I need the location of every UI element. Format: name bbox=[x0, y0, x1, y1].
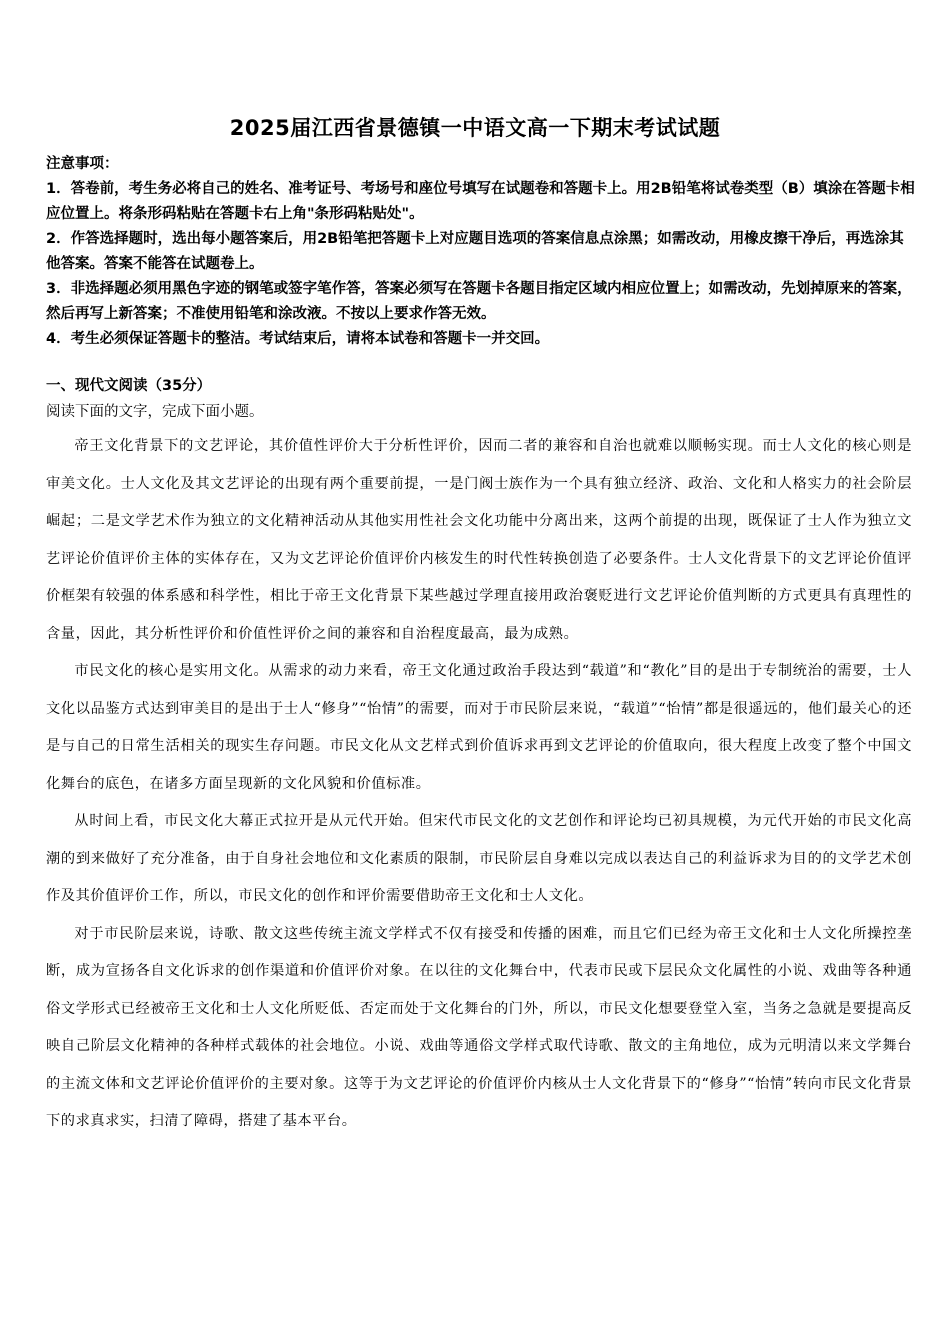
page-title: 2025届江西省景德镇一中语文高一下期末考试试题 bbox=[229, 116, 721, 140]
passage-paragraph-4: 对于市民阶层来说，诗歌、散文这些传统主流文学样式不仅有接受和传播的困难，而且它们已经为帝王文化和士人文化所操控垄断，成为宣扬各自文化诉求的创作渠道和价值评价对象。在以往的文化舞台中，代表市民或下层民众文化属性的小说、戏曲等各种通俗文学形式已经被帝王文化和士人文化所贬低、否定而处于文化舞台的门外，所以，市民文化想要登堂入室，当务之急就是要提高反映自己阶层文化精神的各种样式载体的社会地位。小说、戏曲等通俗文学样式取代诗歌、散文的主角地位，成为元明清以来文学舞台的主流文体和文艺评论价值评价的主要对象。这等于为文艺评论的价值评价内核从士人文化背景下的“修身”“怡情”转向市民文化背景下的求真求实，扫清了障碍，搭建了基本平台。 bbox=[46, 925, 912, 1129]
reading-instruction: 阅读下面的文字，完成下面小题。 bbox=[46, 404, 264, 420]
notice-item-1: 1．答卷前，考生务必将自己的姓名、准考证号、考场号和座位号填写在试题卷和答题卡上。用2B铅笔将试卷类型（B）填涂在答题卡相应位置上。将条形码粘贴在答题卡右上角"条形码粘贴处"。 bbox=[46, 181, 915, 222]
notice-heading: 注意事项： bbox=[46, 156, 119, 172]
notice-item-2: 2．作答选择题时，选出每小题答案后，用2B铅笔把答题卡上对应题目选项的答案信息点涂黑；如需改动，用橡皮擦干净后，再选涂其他答案。答案不能答在试题卷上。 bbox=[46, 231, 904, 272]
passage-paragraph-2: 市民文化的核心是实用文化。从需求的动力来看，帝王文化通过政治手段达到“载道”和“教化”目的是出于专制统治的需要，士人文化以品鉴方式达到审美目的是出于士人“修身”“怡情”的需要，而对于市民阶层来说，“载道”“怡情”都是很遥远的，他们最关心的还是与自己的日常生活相关的现实生存问题。市民文化从文艺样式到价值诉求再到文艺评论的价值取向，很大程度上改变了整个中国文化舞台的底色，在诸多方面呈现新的文化风貌和价值标准。 bbox=[46, 663, 912, 792]
notice-block bbox=[46, 152, 916, 352]
notice-item-3: 3．非选择题必须用黑色字迹的钢笔或签字笔作答，答案必须写在答题卡各题目指定区域内相应位置上；如需改动，先划掉原来的答案，然后再写上新答案；不准使用铅笔和涂改液。不按以上要求作答无效。 bbox=[46, 281, 912, 322]
reading-passage bbox=[46, 428, 912, 1141]
notice-item-4: 4．考生必须保证答题卡的整洁。考试结束后，请将本试卷和答题卡一并交回。 bbox=[46, 331, 550, 347]
passage-paragraph-1: 帝王文化背景下的文艺评论，其价值性评价大于分析性评价，因而二者的兼容和自治也就难以顺畅实现。而士人文化的核心则是审美文化。士人文化及其文艺评论的出现有两个重要前提，一是门阀士族作为一个具有独立经济、政治、文化和人格实力的社会阶层崛起；二是文学艺术作为独立的文化精神活动从其他实用性社会文化功能中分离出来，这两个前提的出现，既保证了士人作为独立文艺评论价值评价主体的实体存在，又为文艺评论价值评价内核发生的时代性转换创造了必要条件。士人文化背景下的文艺评论价值评价框架有较强的体系感和科学性，相比于帝王文化背景下某些越过学理直接用政治褒贬进行文艺评论价值判断的方式更具有真理性的含量，因此，其分析性评价和价值性评价之间的兼容和自治程度最高，最为成熟。 bbox=[46, 438, 912, 642]
section-heading: 一、现代文阅读（35分） bbox=[46, 378, 212, 394]
passage-paragraph-3: 从时间上看，市民文化大幕正式拉开是从元代开始。但宋代市民文化的文艺创作和评论均已初具规模，为元代开始的市民文化高潮的到来做好了充分准备，由于自身社会地位和文化素质的限制，市民阶层自身难以完成以表达自己的利益诉求为目的的文学艺术创作及其价值评价工作，所以，市民文化的创作和评价需要借助帝王文化和士人文化。 bbox=[46, 813, 912, 904]
